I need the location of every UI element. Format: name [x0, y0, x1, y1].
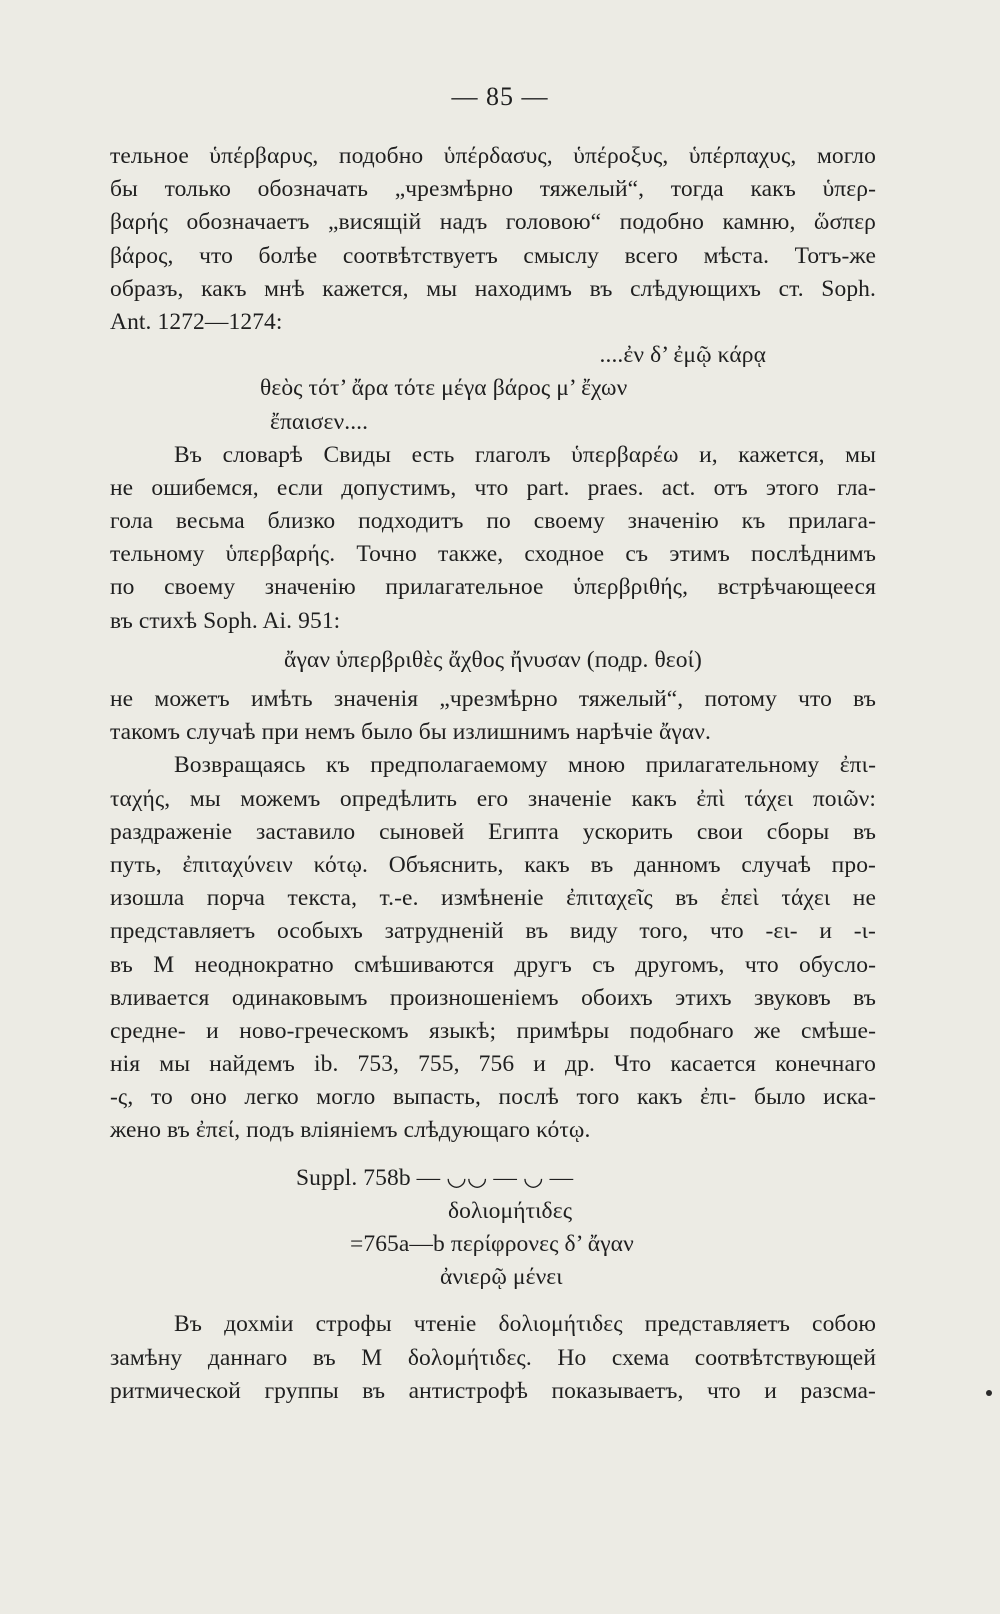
- text-line: -ς, то оно легко могло выпасть, послѣ того какъ ἐπι- было иска-: [110, 1084, 876, 1111]
- verse-line: ἔπαισεν....: [270, 408, 369, 435]
- text-line: изошла порча текста, т.-е. измѣненіе ἐπιταχεῖς въ ἐπεὶ τάχει не: [110, 885, 876, 912]
- text-line: Въ словарѣ Свиды есть глаголъ ὑπερβαρέω и, кажется, мы: [174, 441, 876, 468]
- scansion-line: δολιομήτιδες: [448, 1197, 573, 1224]
- text-line: не можетъ имѣть значенія „чрезмѣрно тяжелый“, потому что въ: [110, 686, 876, 712]
- text-line: ταχής, мы можемъ опредѣлить его значеніе какъ ἐπὶ τάχει ποιῶν:: [110, 785, 876, 812]
- page-number: — 85 —: [451, 82, 549, 111]
- text-line: въ M неоднократно смѣшиваются другъ съ другомъ, что обусло-: [110, 951, 876, 978]
- text-line: Ant. 1272—1274:: [110, 308, 283, 335]
- quote-line: ἄγαν ὑπερβριθὲς ἄχθος ἤνυσαν (подр. θεοί): [284, 646, 702, 673]
- text-line: тельное ὑπέρβαρυς, подобно ὑπέρδασυς, ὑπέροξυς, ὑπέρπαχυς, могло: [110, 143, 876, 169]
- text-line: Въ дохміи строфы чтеніе δολιομήτιδες представляетъ собою: [174, 1311, 876, 1338]
- body-text: [110, 140, 876, 1408]
- text-line: въ стихѣ Soph. Ai. 951:: [110, 607, 341, 634]
- verse-line: ....ἐν δ’ ἐμῷ κάρᾳ: [599, 342, 766, 369]
- text-line: средне- и ново-греческомъ языкѣ; примѣры подобнаго же смѣше-: [110, 1017, 876, 1044]
- text-line: вливается одинаковымъ произношеніемъ обоихъ этихъ звуковъ въ: [110, 984, 876, 1011]
- text-line: ритмической группы въ антистрофѣ показываетъ, что и разсма-: [110, 1377, 876, 1404]
- text-line: такомъ случаѣ при немъ было бы излишнимъ нарѣчіе ἄγαν.: [110, 719, 711, 746]
- text-line: по своему значенію прилагательное ὑπερβριθής, встрѣчающееся: [110, 574, 876, 601]
- scansion-line: Suppl. 758b — ◡◡ — ◡ —: [296, 1164, 574, 1191]
- text-line: бы только обозначать „чрезмѣрно тяжелый“, тогда какъ ὑπερ-: [110, 176, 876, 203]
- text-line: тельному ὑπερβαρής. Точно также, сходное съ этимъ послѣднимъ: [110, 541, 876, 568]
- text-line: жено въ ἐπεί, подъ вліяніемъ слѣдующаго κότῳ.: [110, 1117, 591, 1144]
- text-line: Возвращаясь къ предполагаемому мною прилагательному ἐπι-: [174, 752, 876, 779]
- text-line: нія мы найдемъ ib. 753, 755, 756 и др. Что касается конечнаго: [110, 1051, 876, 1078]
- ink-speck: [986, 1390, 992, 1396]
- text-line: не ошибемся, если допустимъ, что part. praes. act. отъ этого гла-: [110, 474, 876, 501]
- text-line: путь, ἐπιταχύνειν κότῳ. Объяснить, какъ въ данномъ случаѣ про-: [110, 851, 876, 878]
- text-line: гола весьма близко подходитъ по своему значенію къ прилага-: [110, 508, 876, 535]
- text-line: замѣну даннаго въ M δολομήτιδες. Но схема соотвѣтствующей: [110, 1344, 876, 1371]
- verse-line: θεὸς τότ’ ἄρα τότε μέγα βάρος μ’ ἔχων: [260, 375, 628, 402]
- text-line: представляетъ особыхъ затрудненій въ виду того, что -ει- и -ι-: [110, 918, 876, 945]
- text-line: βάρος, что болѣе соотвѣтствуетъ смыслу всего мѣста. Тотъ-же: [110, 242, 876, 269]
- text-line: βαρής обозначаетъ „висящій надъ головою“ подобно камню, ὥσπερ: [110, 209, 876, 236]
- scansion-line: =765a—b περίφρονες δ’ ἄγαν: [350, 1231, 634, 1257]
- text-line: образъ, какъ мнѣ кажется, мы находимъ въ слѣдующихъ ст. Soph.: [110, 275, 876, 302]
- text-line: раздраженіе заставило сыновей Египта ускорить свои сборы въ: [110, 818, 876, 845]
- scansion-line: ἀνιερῷ μένει: [440, 1264, 563, 1291]
